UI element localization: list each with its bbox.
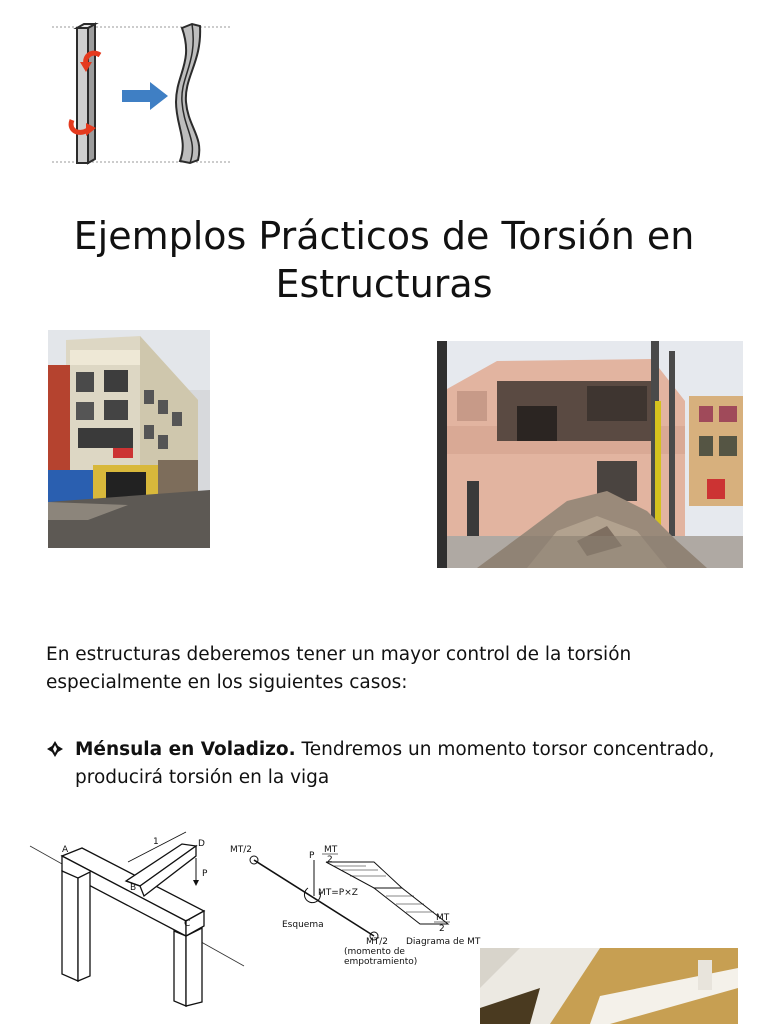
bullet-heading: Ménsula en Voladizo. (75, 739, 296, 760)
straight-column (77, 24, 95, 163)
label-mt2-top: MT/2 (230, 845, 253, 855)
label-mt-pz: MT=P×Z (318, 888, 358, 898)
torsion-illustration (52, 22, 230, 172)
label-mt-frac-top: MT (324, 845, 338, 855)
label-d: D (198, 839, 205, 849)
label-a: A (62, 845, 69, 855)
label-empotramiento: empotramiento) (344, 957, 418, 967)
label-p: P (202, 869, 208, 879)
intro-paragraph: En estructuras deberemos tener un mayor control de la torsión especialmente en los siguientes casos: (46, 644, 632, 693)
title-line-2: Estructuras (275, 262, 493, 306)
label-mt-frac-mid: MT (436, 913, 450, 923)
twisted-column (176, 24, 200, 163)
diamond-bullet-icon (46, 736, 68, 767)
title-line-1: Ejemplos Prácticos de Torsión en (73, 214, 695, 258)
photo-damaged-building-right (437, 341, 743, 568)
label-mt-frac-top-2: 2 (327, 855, 333, 865)
label-mt-frac-mid-2: 2 (439, 924, 445, 934)
photo-damaged-building-left (48, 330, 210, 548)
label-p-small: P (309, 851, 315, 861)
label-momento: (momento de (344, 947, 405, 957)
label-diagrama: Diagrama de MT (406, 937, 481, 947)
bullet-text: Tendremos un momento torsor concentrado, producirá torsión en la viga (75, 739, 715, 788)
label-b: B (130, 883, 137, 893)
process-arrow-icon (122, 82, 168, 110)
page-title (0, 212, 768, 308)
label-esquema: Esquema (282, 920, 324, 930)
cantilever-diagram (26, 826, 486, 1024)
label-c: C (184, 919, 191, 929)
photo-ceiling-beam (480, 948, 738, 1024)
bullet-item-mensula (46, 736, 736, 792)
label-length: 1 (153, 837, 159, 847)
label-mt2-bottom: MT/2 (366, 937, 389, 947)
